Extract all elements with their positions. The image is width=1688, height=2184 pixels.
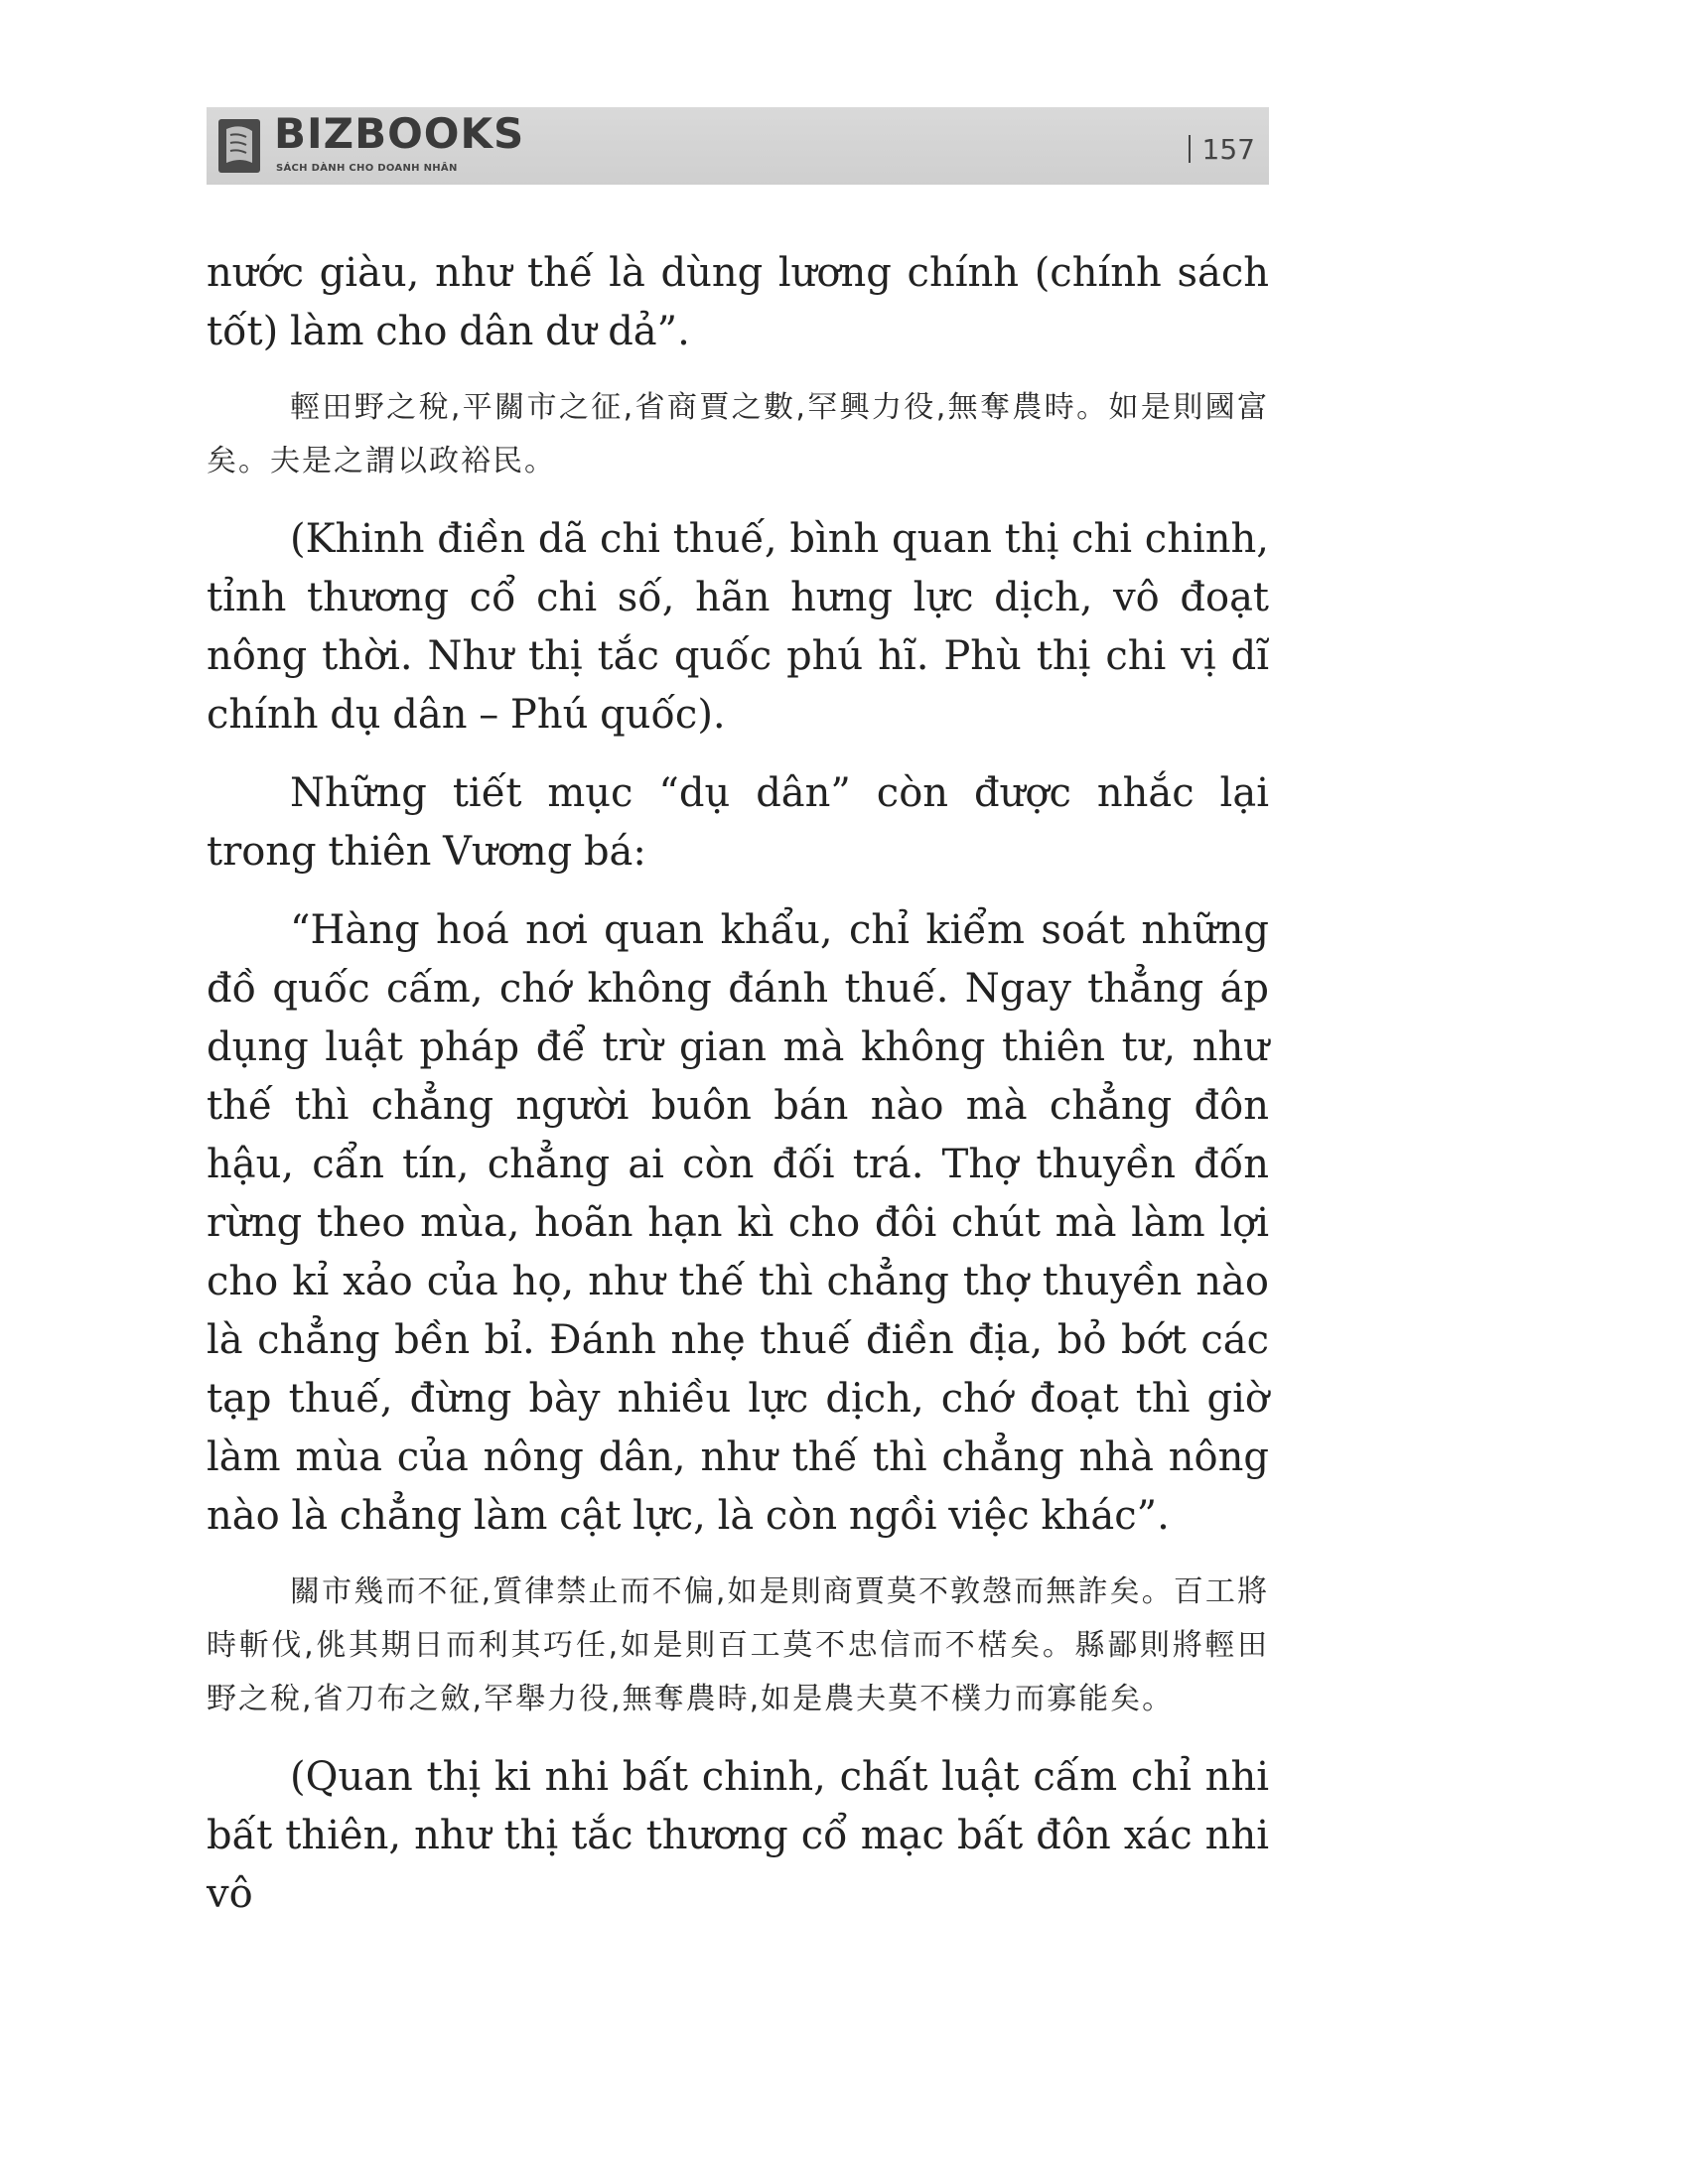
page-number [1189,133,1255,167]
page-number-divider [1189,135,1191,163]
paragraph-1: nước giàu, như thế là dùng lương chính (chính sách tốt) làm cho dân dư dả”. [207,250,1269,354]
chinese-quote-2: 關市幾而不征,質律禁止而不偏,如是則商賈莫不敦愨而無詐矣。百工將時斬伐,佻其期日而利其巧任,如是則百工莫不忠信而不楛矣。縣鄙則將輕田野之稅,省刀布之斂,罕舉力役,無奪農時,如是農夫莫不樸力而寡能矣。 [207,1574,1269,1716]
bizbooks-logo-icon [216,115,266,177]
page-body [207,244,1269,1944]
paragraph-2: (Khinh điền dã chi thuế, bình quan thị chi chinh, tỉnh thương cổ chi số, hãn hưng lực dịch, vô đoạt nông thời. Như thị tắc quốc phú hĩ. Phù thị chi vị dĩ chính dụ dân – Phú quốc). [207,516,1269,738]
chinese-quote-1: 輕田野之稅,平關市之征,省商賈之數,罕興力役,無奪農時。如是則國富矣。夫是之謂以政裕民。 [207,390,1269,478]
paragraph-4: “Hàng hoá nơi quan khẩu, chỉ kiểm soát những đồ quốc cấm, chớ không đánh thuế. Ngay thẳng áp dụng luật pháp để trừ gian mà không thiên tư, như thế thì chẳng người buôn bán nào mà chẳng đôn hậu, cẩn tín, chẳng ai còn đối trá. Thợ thuyền đốn rừng theo mùa, hoãn hạn kì cho đôi chút mà làm lợi cho kỉ xảo của họ, như thế thì chẳng thợ thuyền nào là chẳng bền bỉ. Đánh nhẹ thuế điền địa, bỏ bớt các tạp thuế, đừng bày nhiều lực dịch, chớ đoạt thì giờ làm mùa của nông dân, như thế thì chẳng nhà nông nào là chẳng làm cật lực, là còn ngồi việc khác”. [207,907,1269,1539]
paragraph-5: (Quan thị ki nhi bất chinh, chất luật cấm chỉ nhi bất thiên, như thị tắc thương cổ mạc bất đôn xác nhi vô [207,1754,1269,1917]
brand-tagline: SÁCH DÀNH CHO DOANH NHÂN [276,163,458,174]
paragraph-3: Những tiết mục “dụ dân” còn được nhắc lại trong thiên Vương bá: [207,770,1269,875]
brand-name: BIZBOOKS [274,109,525,158]
page-number-value: 157 [1201,133,1255,166]
running-header [207,107,1269,185]
